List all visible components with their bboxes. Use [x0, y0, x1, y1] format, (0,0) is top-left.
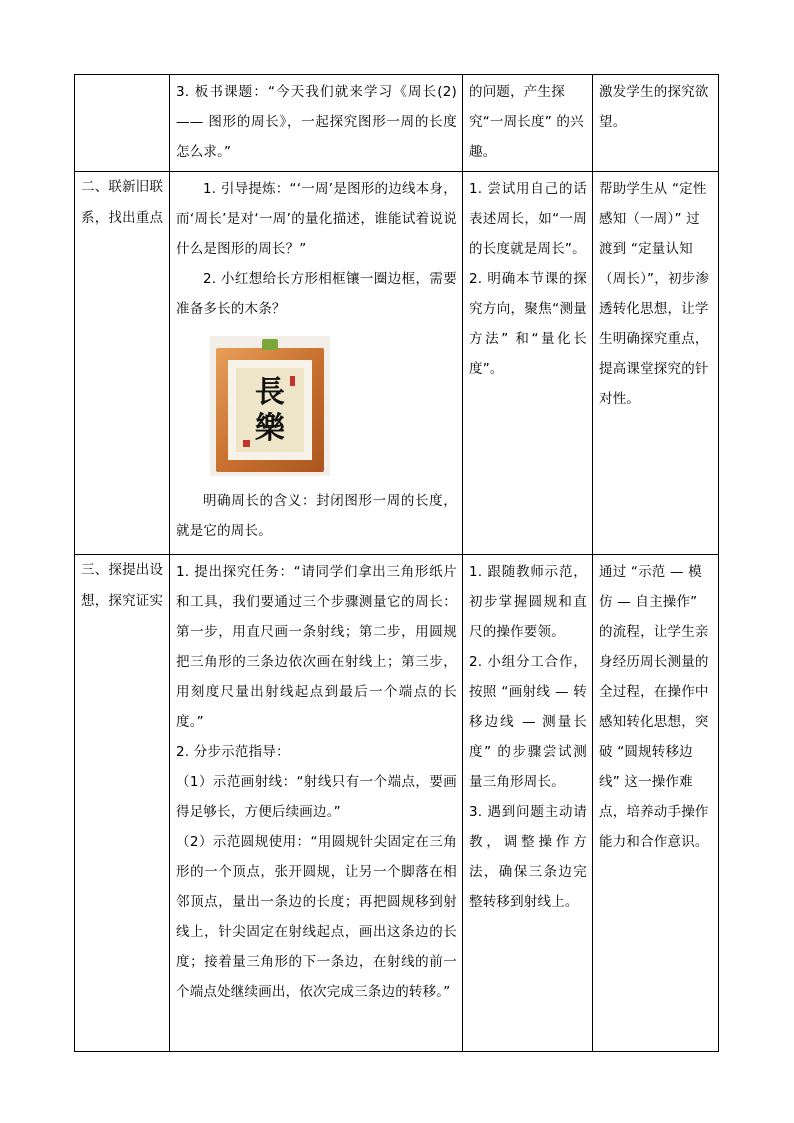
teacher-text: （1）示范画射线：“射线只有一个端点，要画得足够长，方便后续画边。” — [176, 774, 457, 820]
table-row — [75, 555, 719, 1052]
frame-calligraphy-char: 長 — [254, 375, 286, 410]
teacher-activity-cell — [170, 172, 463, 555]
table-row — [75, 75, 719, 172]
design-intent-cell: 激发学生的探究欲望。 — [593, 75, 719, 172]
student-activity-cell — [463, 555, 593, 1052]
student-text: 2. 小组分工合作，按照 “画射线 — 转移边线 — 测量长度” 的步骤尝试测量三角形周长。 — [469, 654, 587, 790]
student-activity-cell — [463, 75, 593, 172]
teacher-text: 2. 分步示范指导： — [176, 744, 290, 760]
student-text: 3. 遇到问题主动请教，调整操作方法，确保三条边完整转移到射线上。 — [469, 804, 587, 910]
teacher-text: 3. 板书课题：“今天我们就来学习《周长(2)—— 图形的周长》，一起探究图形一周的长度怎么求。” — [176, 84, 457, 160]
seal-stamp — [243, 440, 250, 447]
stage-cell — [75, 75, 170, 172]
student-activity-cell — [463, 172, 593, 555]
table-row — [75, 172, 719, 555]
student-text: 1. 尝试用自己的话表述周长，如“一周的长度就是周长”。 — [469, 181, 587, 257]
picture-frame-illustration — [210, 336, 330, 476]
student-text: 1. 跟随教师示范，初步掌握圆规和直尺的操作要领。 — [469, 564, 587, 640]
design-intent-cell: 通过 “示范 — 模仿 — 自主操作” 的流程，让学生亲身经历周长测量的全过程，在操作中感知转化思想，突破 “圆规转移边线” 这一操作难点，培养动手操作能力和合作意识。 — [593, 555, 719, 1052]
lesson-plan-table — [74, 74, 719, 1052]
frame-calligraphy-char: 樂 — [254, 411, 286, 446]
teacher-text: 明确周长的含义：封闭图形一周的长度，就是它的周长。 — [176, 493, 457, 539]
student-text: 的问题，产生探究“一周长度” 的兴趣。 — [469, 84, 584, 160]
teacher-text: （2）示范圆规使用：“用圆规针尖固定在三角形的一个顶点，张开圆规，让另一个脚落在相邻顶点，量出一条边的长度；再把圆规移到射线上，针尖固定在射线起点，画出这条边的长度；接着量三角形的下一条边，在射线的前一个端点处继续画出，依次完成三条边的转移。” — [176, 834, 457, 1000]
teacher-text: 1. 引导提炼：“‘一周’是图形的边线本身，而‘周长’是对‘一周’的量化描述，谁能试着说说什么是图形的周长？” — [176, 181, 457, 257]
teacher-activity-cell — [170, 75, 463, 172]
teacher-text: 1. 提出探究任务：“请同学们拿出三角形纸片和工具，我们要通过三个步骤测量它的周长：第一步，用直尺画一条射线；第二步，用圆规把三角形的三条边依次画在射线上；第三步，用刻度尺量出射线起点到最后一个端点的长度。” — [176, 564, 457, 730]
picture-frame-image — [210, 336, 330, 476]
design-intent-cell: 帮助学生从 “定性感知（一周）” 过渡到 “定量认知（周长）”，初步渗透转化思想，让学生明确探究重点，提高课堂探究的针对性。 — [593, 172, 719, 555]
stage-cell: 三、探提出设想，探究证实 — [75, 555, 170, 1052]
lesson-plan-page — [74, 74, 718, 1052]
stage-cell: 二、联新旧联系，找出重点 — [75, 172, 170, 555]
seal-stamp — [290, 376, 295, 386]
teacher-text: 2. 小红想给长方形相框镶一圈边框，需要准备多长的木条？ — [176, 271, 457, 317]
teacher-activity-cell — [170, 555, 463, 1052]
student-text: 2. 明确本节课的探究方向，聚焦“测量方法” 和“量化长度”。 — [469, 271, 587, 377]
